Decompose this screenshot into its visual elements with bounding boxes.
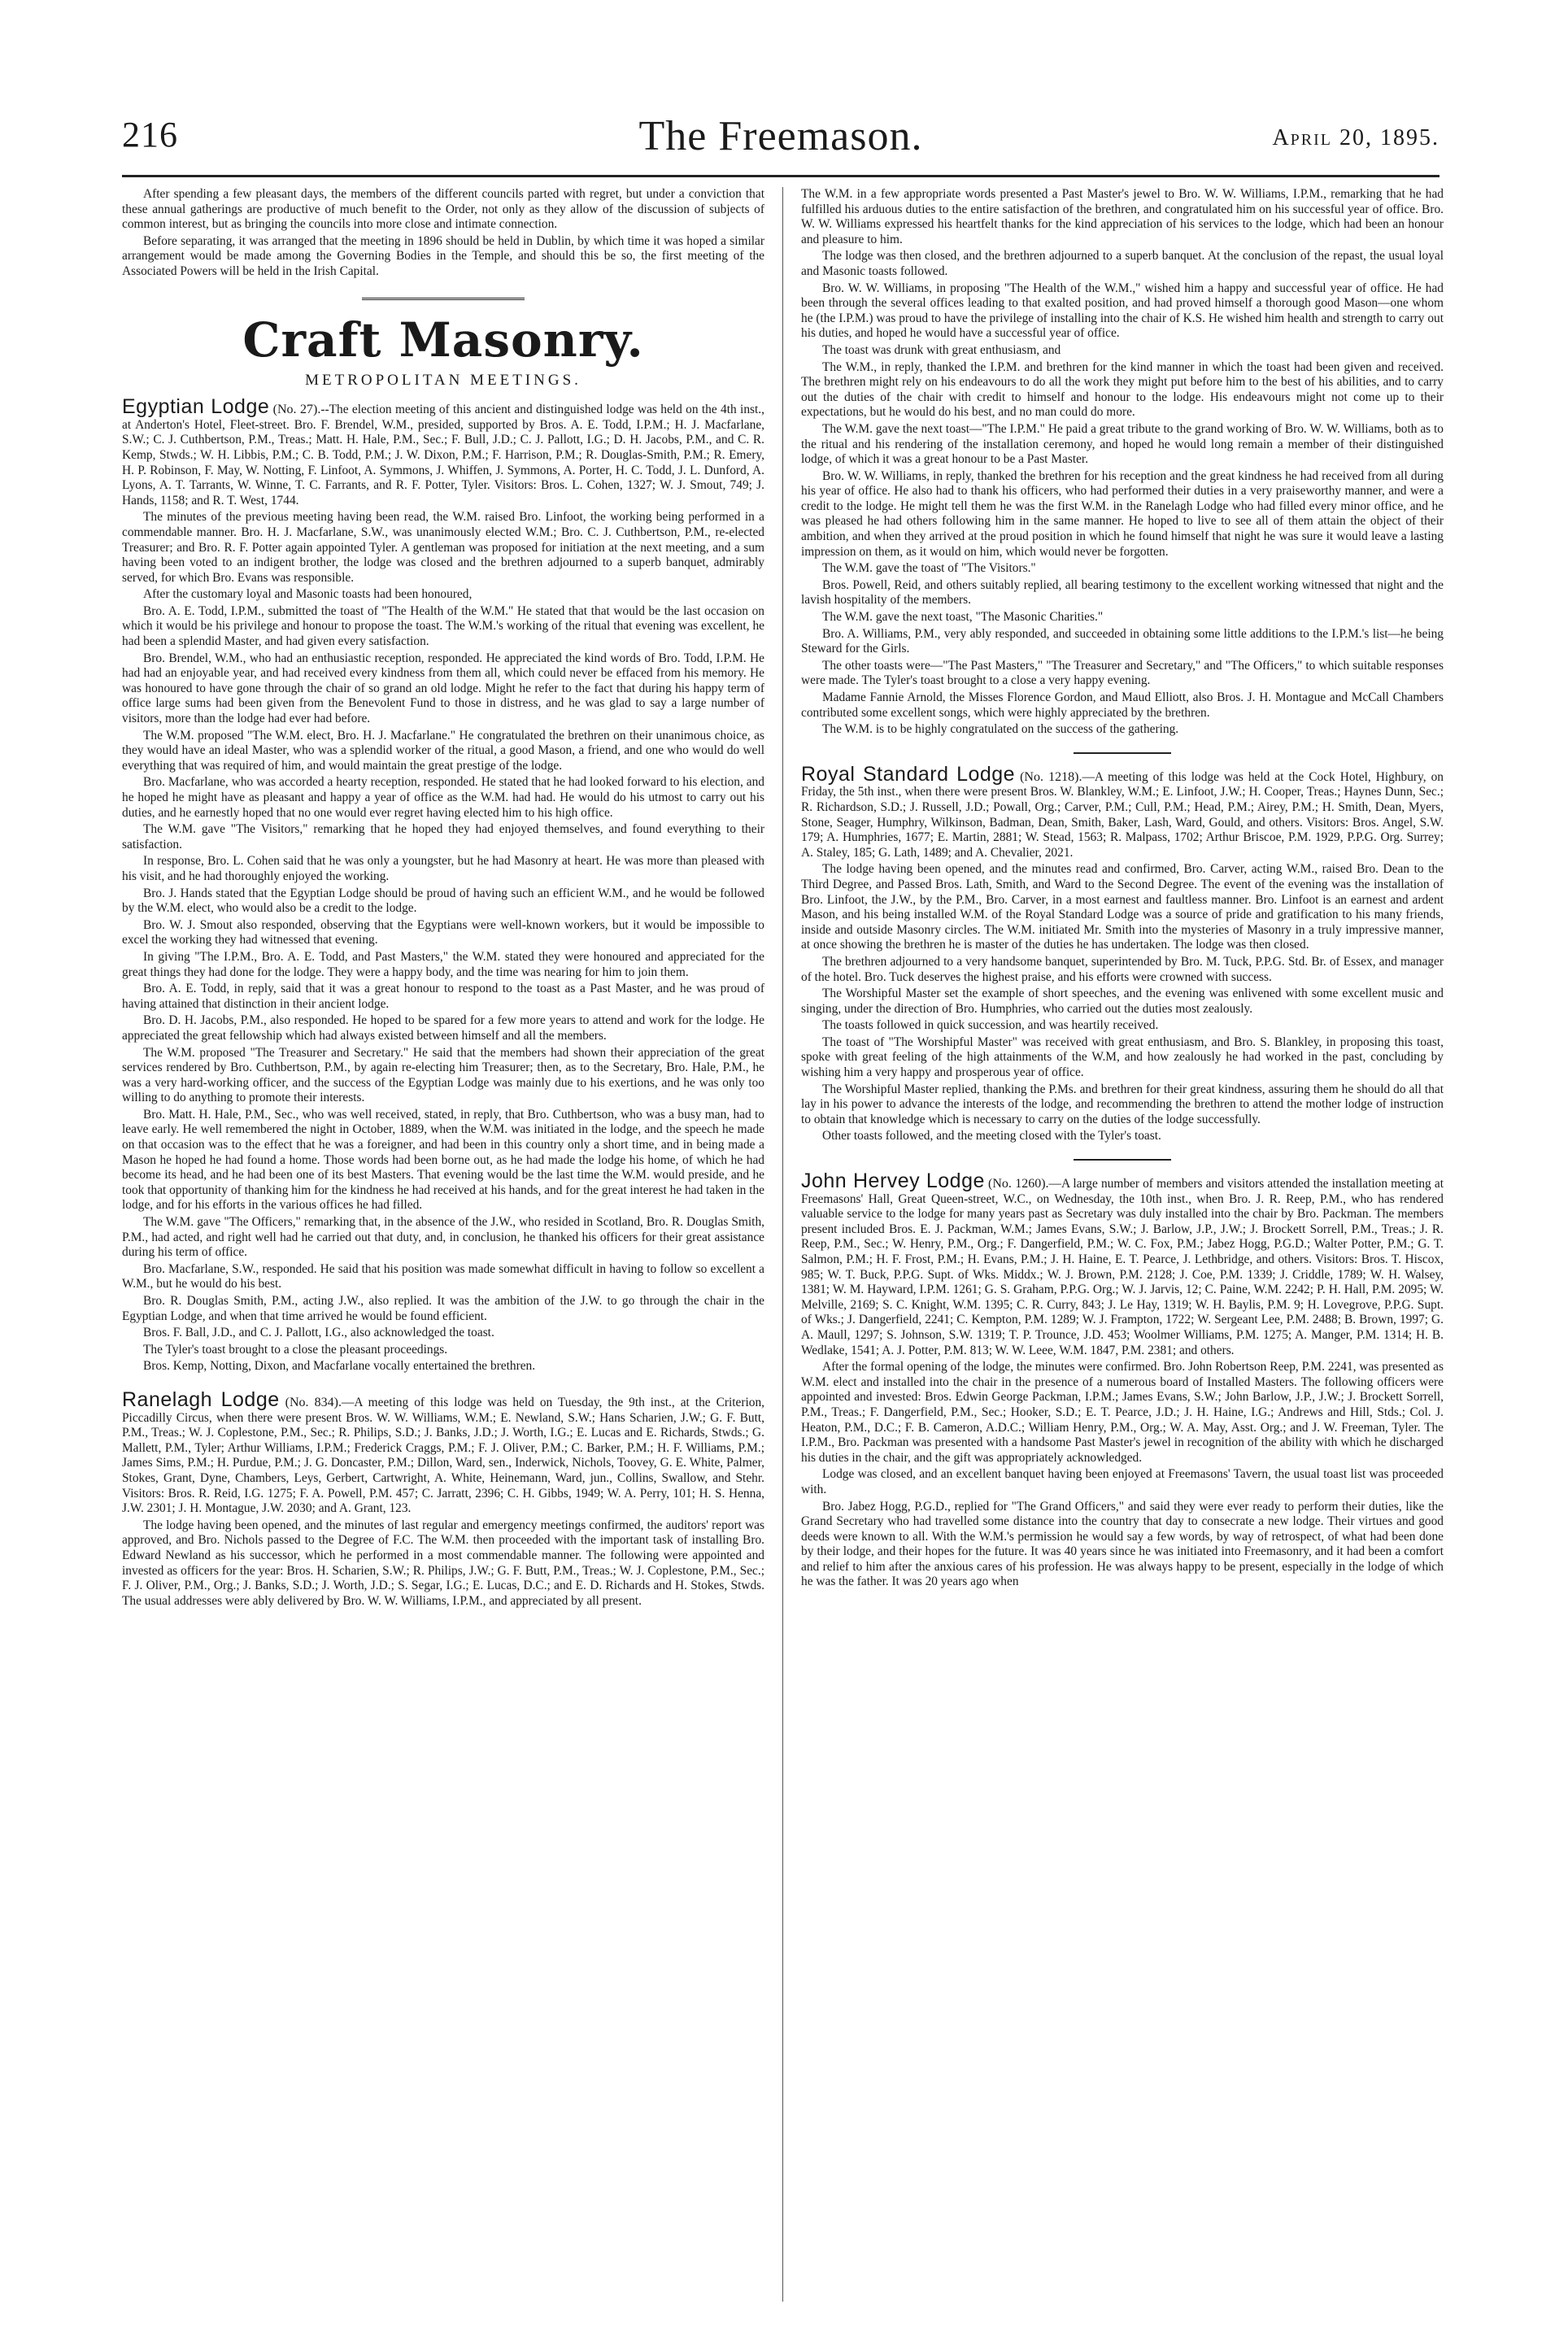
report-paragraph: —A meeting of this lodge was held at the Cock Hotel, Highbury, on Friday, the 5th inst., when there were present Bros. W. Blankley, W.M.; E. Linfoot, J.W.; H. Cooper, Treas.; Haynes Dunn, Sec.; R. Richardson, S.D.; J. Russell, J.D.; Powall, Org.; Carver, P.M.; Cull, P.M.; Head, P.M.; Airey, P.M.; H. Smith, Dean, Myers, Stone, Seager, Humphry, Wilkinson, Badman, Dean, Smith, Baker, Lash, Ward, Gould, and others. Visitors: Bros. Angel, S.W. 179; A. Humphries, 1677; E. Martin, 2881; W. Stead, 1563; R. Malpass, 1702; Arthur Briscoe, P.M. 1929, P.P.G. Org. Surrey; A. Staley, 185; G. Lath, 1489; and A. Chevalier, 2021. [801,769,1444,860]
column-divider [782,187,783,2302]
report-paragraph: The toast was drunk with great enthusiasm, and [822,342,1061,357]
publication-title: The Freemason. [638,113,923,159]
report-paragraph: The brethren adjourned to a very handsome banquet, superintended by Bro. M. Tuck, P.P.G. Std. Br. of Essex, and manager of the hotel. Bro. Tuck deserves the highest praise, and his efforts were crowned with success. [801,954,1444,984]
report-paragraph: Bros. F. Ball, J.D., and C. J. Pallott, I.G., also acknowledged the toast. [143,1326,494,1340]
left-column [122,187,764,2302]
report-paragraph: Bros. Powell, Reid, and others suitably replied, all bearing testimony to the excellent working witnessed that night and the lavish hospitality of the members. [801,577,1444,608]
report-paragraph: Bro. Brendel, W.M., who had an enthusiastic reception, responded. He appreciated the kind words of Bro. Todd, I.P.M. He had had an enjoyable year, and had received every kindness from them all, which could never be effaced from his memory. He was honoured to have gone through the chair of so grand an old lodge. Might he refer to the fact that during his happy term of office large sums had been given from the Benevolent Fund to those in distress, and he was glad to say a large number of visitors, more than the lodge had ever had before. [122,651,764,726]
lodge-number: (No. 1260). [988,1177,1049,1191]
intro-paragraph: Before separating, it was arranged that the meeting in 1896 should be held in Dublin, by which time it was hoped a similar arrangement would be made among the Governing Bodies in the Temple, and should this be so, the first meeting of the Associated Powers will be held in the Irish Capital. [122,233,764,278]
report-paragraph: The W.M. is to be highly congratulated on the success of the gathering. [822,722,1179,737]
report-paragraph: The Worshipful Master set the example of short speeches, and the evening was enlivened with some excellent music and singing, under the direction of Bro. Humphries, who carried out the duties most zealously. [801,987,1444,1016]
section-rule [362,298,525,300]
right-column [801,187,1444,2302]
article-rule [1074,1159,1171,1161]
report-paragraph: The W.M. gave the next toast—"The I.P.M." He paid a great tribute to the grand working of Bro. W. W. Williams, both as to the ritual and his rendering of the installation ceremony, and hoped he would long remain a member of their distinguished lodge, of which it was a great honour to be a Past Master. [801,421,1444,467]
report-paragraph: The toasts followed in quick succession, and was heartily received. [822,1018,1159,1033]
report-paragraph: Lodge was closed, and an excellent banquet having been enjoyed at Freemasons' Tavern, the usual toast list was proceeded with. [801,1467,1444,1496]
header-rule [122,175,1440,177]
report-paragraph: The W.M. proposed "The Treasurer and Secretary." He said that the members had shown their appreciation of the great services rendered by Bro. Cuthbertson, P.M., by again re-electing him Treasurer; then, as to the Secretary, Bro. Hale, P.M., he was a very hard-working officer, and the success of the Egyptian Lodge was mainly due to his exertions, and he was only too willing to do anything to promote their interests. [122,1045,764,1105]
report-paragraph: The Worshipful Master replied, thanking the P.Ms. and brethren for their great kindness, assuring them he should do all that lay in his power to advance the interests of the lodge, and recommending the brethren to attend the mother lodge of instruction to obtain that knowledge which is necessary to carry on the duties of the lodge successfully. [801,1082,1444,1126]
report-paragraph: The W.M. gave "The Visitors," remarking that he hoped they had enjoyed themselves, and found everything to their satisfaction. [122,822,764,852]
report-paragraph: After the customary loyal and Masonic toasts had been honoured, [143,587,473,602]
report-paragraph: The toast of "The Worshipful Master" was received with great enthusiasm, and Bro. S. Blankley, in proposing this toast, spoke with great feeling of the high attainments of the W.M, and how zealously he had worked in the past, concluding by wishing him a very happy and prosperous year of office. [801,1035,1444,1080]
lodge-report-ranelagh [122,1387,764,1517]
report-paragraph: Bro. W. J. Smout also responded, observing that the Egyptians were well-known workers, but it would be impossible to excel the working they had witnessed that evening. [122,917,764,947]
report-paragraph: The W.M., in reply, thanked the I.P.M. and brethren for the kind manner in which the toast had been given and received. The brethren might rely on his endeavours to do all the work they might put before him to the best of his abilities, and to carry out the duties of the chair with credit to himself and honour to the lodge. His endeavours might not come up to their expectations, but he would do his best, and no man could do more. [801,359,1444,420]
report-paragraph: Bro. A. Williams, P.M., very ably responded, and succeeded in obtaining some little additions to the I.P.M.'s list—he being Steward for the Girls. [801,626,1444,656]
report-paragraph: Madame Fannie Arnold, the Misses Florence Gordon, and Maud Elliott, also Bros. J. H. Montague and McCall Chambers contributed some excellent songs, which were highly appreciated by the brethren. [801,690,1444,720]
report-paragraph: The lodge having been opened, and the minutes read and confirmed, Bro. Carver, acting W.M., raised Bro. Dean to the Third Degree, and Passed Bros. Lath, Smith, and Ward to the Second Degree. The event of the evening was the installation of Bro. Linfoot, the J.W., by the P.M., Bro. Carver, in a most earnest and faultless manner. Bro. Linfoot is an earnest and ardent Mason, and his being installed W.M. of the Royal Standard Lodge was a source of pride and gratification to his many friends, inside and outside Masonry circles. The W.M. initiated Mr. Smith into the mysteries of Masonry in a truly impressive manner, at once showing the brethren he is master of the duties he has undertaken. The lodge was then closed. [801,862,1444,952]
report-paragraph: The W.M. proposed "The W.M. elect, Bro. H. J. Macfarlane." He congratulated the brethren on their unanimous choice, as they would have an ideal Master, who was a splendid worker of the ritual, a good Mason, a friend, and one who would do well everything that was required of him, and would maintain the great prestige of the lodge. [122,728,764,773]
report-paragraph: The lodge having been opened, and the minutes of last regular and emergency meetings confirmed, the auditors' report was approved, and Bro. Nichols passed to the Degree of F.C. The W.M. then proceeded with the important task of installing Bro. Edward Newland as his successor, which he performed in a most commendable manner. The following were appointed and invested as officers for the year: Bros. H. Scharien, S.W.; R. Philips, J.W.; G. F. Butt, P.M., Treas.; W. J. Coplestone, P.M., Sec.; F. J. Oliver, P.M., Org.; J. Banks, S.D.; J. Worth, J.D.; S. Segar, I.G.; E. Lucas, D.C.; and E. D. Richards and H. Stokes, Stwds. The usual addresses were ably delivered by Bro. W. W. Williams, I.P.M., and appreciated by all present. [122,1518,764,1608]
article-rule [1074,752,1171,754]
report-paragraph: In giving "The I.P.M., Bro. A. E. Todd, and Past Masters," the W.M. stated they were honoured and appreciated for the great things they had done for the lodge. They were a happy body, and the time was nearing for him to join them. [122,949,764,979]
section-subtitle: METROPOLITAN MEETINGS. [305,371,581,389]
report-paragraph: Bro. Macfarlane, who was accorded a hearty reception, responded. He stated that he had looked forward to his election, and he hoped he might have as pleasant and happy a year of office as the W.M. had had. He would do his utmost to carry out his duties, and he earnestly hoped that no one would ever regret having elected him to his high office. [122,775,764,820]
report-paragraph: The W.M. in a few appropriate words presented a Past Master's jewel to Bro. W. W. Williams, I.P.M., remarking that he had fulfilled his arduous duties to the entire satisfaction of the brethren, and congratulated him on his successful year of office. Bro. W. W. Williams expressed his heartfelt thanks for the kind appreciation of his services to the lodge, which had been an honour and pleasure to him. [801,187,1444,246]
lodge-number: (No. 27). [272,403,321,417]
lodge-report-royal-standard [801,762,1444,861]
report-paragraph: The lodge was then closed, and the brethren adjourned to a superb banquet. At the conclusion of the repast, the usual loyal and Masonic toasts followed. [801,249,1444,278]
report-paragraph: Bro. A. E. Todd, I.P.M., submitted the toast of "The Health of the W.M." He stated that that would be the last occasion on which it would be his privilege and honour to propose the toast. The W.M.'s working of the ritual that evening was excellent, he had been a splendid Master, and had given every satisfaction. [122,603,764,649]
issue-date: April 20, 1895. [1272,125,1440,150]
lodge-report-egyptian [122,395,764,508]
report-paragraph: —A large number of members and visitors attended the installation meeting at Freemasons' Hall, Great Queen-street, W.C., on Wednesday, the 10th inst., when Bro. J. R. Reep, P.M., who has rendered valuable service to the lodge for many years past as Secretary was duly installed into the chair by Bro. Packman. The members present included Bros. E. J. Packman, W.M.; James Evans, S.W.; J. Barlow, J.P., J.W.; J. Brockett Sorrell, P.M., Treas.; J. R. Reep, P.M., Sec.; W. Henry, P.M., Org.; F. Dangerfield, P.M.; W. C. Fox, P.M.; Jabez Hogg, P.G.D.; Walter Potter, P.M.; G. T. Salmon, P.M.; H. F. Frost, P.M.; H. Evans, P.M.; J. H. Haine, E. T. Pearce, J. Lethbridge, and others. Visitors: Bros. T. Hiscox, 985; W. T. Buck, P.P.G. Supt. of Wks. Middx.; W. J. Brown, P.M. 2128; J. Coe, P.M. 1339; J. Criddle, 1789; W. H. Walsey, 1381; W. M. Hayward, I.P.M. 1261; G. S. Graham, P.P.G. Org.; W. J. Jarvis, 12; C. Paine, W.M. 2242; P. H. Hall, P.M. 2095; W. Melville, 2169; S. C. Knight, W.M. 1395; C. R. Curry, 843; J. Le Hay, 1319; W. H. Baylis, P.M. 9; H. Lovegrove, P.P.G. Supt. of Wks.; J. Dangerfield, 2241; C. Kempton, P.M. 1289; W. J. Frampton, 1722; W. Sergeant Lee, P.M. 2488; B. Brown, 1997; G. A. Maull, 1297; S. Johnson, S.W. 1319; T. P. Trounce, J.D. 453; Woolmer Williams, P.M. 1275; A. Manger, P.M. 1314; H. B. Wedlake, 1541; A. J. Potter, P.M. 813; W. W. Leee, W.M. 1847, P.M. 2381; and others. [801,1177,1444,1357]
report-paragraph: The W.M. gave "The Officers," remarking that, in the absence of the J.W., who resided in Scotland, Bro. R. Douglas Smith, P.M., had acted, and right well had he carried out that duty, and, in conclusion, he thanked his officers for their great assistance during his term of office. [122,1215,764,1260]
lodge-number: (No. 1218). [1020,769,1082,784]
lodge-title: Ranelagh Lodge [122,1387,280,1411]
report-paragraph: Other toasts followed, and the meeting closed with the Tyler's toast. [822,1129,1161,1143]
report-paragraph: Bro. Matt. H. Hale, P.M., Sec., who was well received, stated, in reply, that Bro. Cuthbertson, who was a busy man, had to leave early. He well remembered the night in October, 1889, when the W.M. was initiated in the lodge, and the speech he made on that occasion was to the effect that he was a foreigner, and had been in this country only a short time, and in being made a Mason he hoped he had found a home. Those words had been borne out, as he had made the lodge his home, of which he had become its head, and he had been one of its best Masters. That evening would be the last time the W.M. would preside, and he took that opportunity of thanking him for the kindness he had received at his hands, and for the great interest he had taken in the lodge, and for his efforts in the various offices he had filled. [122,1107,764,1213]
intro-paragraph: After spending a few pleasant days, the members of the different councils parted with regret, but under a conviction that these annual gatherings are productive of much benefit to the Order, not only as they allow of the discussion of subjects of common interest, but as bringing the councils into more close and intimate connection. [122,187,764,232]
lodge-title: Royal Standard Lodge [801,762,1016,786]
page-number: 216 [122,115,178,155]
section-title: Craft Masonry. [242,311,644,368]
report-paragraph: The W.M. gave the next toast, "The Masonic Charities." [822,610,1104,625]
lodge-title: John Hervey Lodge [801,1170,985,1193]
report-paragraph: Bro. W. W. Williams, in reply, thanked the brethren for his reception and the great kindness he had received from all during his year of office. He also had to thank his officers, who had performed their duties in a very praiseworthy manner, and were a credit to the lodge. He might tell them he was the first W.M. in the Ranelagh Lodge who had filled every minor office, and he was pleased he had others following him in the same manner. He hoped to live to see all of them attain the object of their ambition, and when they arrived at the proud position in which he found himself that night he was sure it would leave a lasting impression on them, as it would on him, which would never be forgotten. [801,468,1444,559]
lodge-title: Egyptian Lodge [122,395,270,419]
report-paragraph: The minutes of the previous meeting having been read, the W.M. raised Bro. Linfoot, the working being performed in a commendable manner. Bro. H. J. Macfarlane, S.W., was unanimously elected W.M.; Bro. C. J. Cuthbertson, P.M., re-elected Treasurer; and Bro. R. F. Potter again appointed Tyler. A gentleman was proposed for initiation at the next meeting, and a sum having been voted to an indigent brother, the lodge was closed and the brethren adjourned to a superb banquet, admirably served, for which Bro. Evans was responsible. [122,510,764,585]
lodge-report-john-hervey [801,1170,1444,1358]
report-paragraph: Bro. Macfarlane, S.W., responded. He said that his position was made somewhat difficult in having to follow so excellent a W.M., but he would do his best. [122,1261,764,1291]
report-paragraph: —A meeting of this lodge was held on Tuesday, the 9th inst., at the Criterion, Piccadilly Circus, when there were present Bros. W. W. Williams, W.M.; E. Newland, S.W.; Hans Scharien, J.W.; G. F. Butt, P.M., Treas.; W. J. Coplestone, P.M., Sec.; R. Philips, S.D.; J. Banks, J.D.; J. Worth, I.G.; E. Lucas and E. Richards, Stwds.; G. Mallett, P.M., Tyler; Arthur Williams, I.P.M.; Frederick Craggs, P.M.; F. J. Oliver, P.M.; C. Barker, P.M.; H. F. Williams, P.M.; James Sims, P.M.; H. Purdue, P.M.; J. G. Doncaster, P.M.; Dillon, Ward, sen., Inderwick, Nichols, Toovey, G. E. White, Palmer, Stokes, Grant, Dyne, Chambers, Leys, Gerbert, Cartwright, A. White, Heinemann, Ward, jun., Collins, Swallow, and Stehr. Visitors: Bros. R. Reid, I.G. 1275; F. A. Powell, P.M. 457; C. Jarratt, 2396; C. H. Gibbs, 1949; W. A. Perry, 101; H. S. Henna, J.W. 2301; J. H. Montague, J.W. 2030; and A. Grant, 123. [122,1395,764,1516]
report-paragraph: In response, Bro. L. Cohen said that he was only a youngster, but he had Masonry at heart. He was more than pleased with his visit, and he had thoroughly enjoyed the working. [122,854,764,883]
report-paragraph: The Tyler's toast brought to a close the pleasant proceedings. [143,1342,448,1357]
report-paragraph: Bros. Kemp, Notting, Dixon, and Macfarlane vocally entertained the brethren. [143,1359,536,1374]
report-paragraph: Bro. Jabez Hogg, P.G.D., replied for "The Grand Officers," and said they were ever ready to perform their duties, like the Grand Secretary who had travelled some distance into the country that day to consecrate a new lodge. Their virtues and good deeds were known to all. With the W.M.'s permission he would say a few words, by way of retrospect, of what had been done by their lodge, and their hopes for the future. It was 40 years since he was initiated into Freemasonry, and it had been a comfort and relief to him after the anxious cares of his profession. He was always happy to be present, especially in the lodge of which he was the father. It was 20 years ago when [801,1499,1444,1589]
report-paragraph: Bro. J. Hands stated that the Egyptian Lodge should be proud of having such an efficient W.M., and he would be followed by the W.M. elect, who would also be a credit to the lodge. [122,886,764,916]
lodge-number: (No. 834). [285,1395,342,1409]
report-paragraph: After the formal opening of the lodge, the minutes were confirmed. Bro. John Robertson Reep, P.M. 2241, was presented as W.M. elect and installed into the chair in the presence of a numerous board of Installed Masters. The following officers were appointed and invested: Bros. Edwin George Packman, I.P.M.; James Evans, S.W.; John Barlow, J.P., J.W.; J. Brockett Sorrell, P.M., Treas.; F. Dangerfield, P.M., Sec.; Hooker, S.D.; E. T. Pearce, J.D.; J. H. Haine, I.G.; Andrews and Hill, Stds.; Col. J. Heaton, P.M., D.C.; F. B. Cameron, A.D.C.; William Henry, P.M., Org.; W. A. May, Asst. Org.; and J. W. Freeman, Tyler. The I.P.M., Bro. Packman was presented with a handsome Past Master's jewel in recognition of the ability with which he discharged his duties in the chair, and the gift was appropriately acknowledged. [801,1360,1444,1465]
report-paragraph: Bro. A. E. Todd, in reply, said that it was a great honour to respond to the toast as a Past Master, and he was proud of having attained that distinction in their ancient lodge. [122,982,764,1011]
report-paragraph: The other toasts were—"The Past Masters," "The Treasurer and Secretary," and "The Officers," to which suitable responses were made. The Tyler's toast brought to a close a very happy evening. [801,658,1444,688]
report-paragraph: The W.M. gave the toast of "The Visitors." [822,561,1036,576]
report-paragraph: Bro. W. W. Williams, in proposing "The Health of the W.M.," wished him a happy and successful year of office. He had been through the several offices leading to that exalted position, and had proved himself a thorough good Mason—one whom he (the I.P.M.) was proud to have the privilege of installing into the chair of K.S. He wished him health and strength to carry out his duties, and hoped he would have a successful year of office. [801,281,1444,341]
report-paragraph: --The election meeting of this ancient and distinguished lodge was held on the 4th inst., at Anderton's Hotel, Fleet-street. Bro. F. Brendel, W.M., presided, supported by Bros. A. E. Todd, I.P.M.; H. J. Macfarlane, S.W.; C. J. Cuthbertson, P.M., Treas.; Matt. H. Hale, P.M., Sec.; F. Bull, J.D.; C. J. Pallott, I.G.; D. H. Jacobs, P.M., and C. R. Kemp, Stwds.; W. H. Libbis, P.M.; C. B. Todd, P.M.; J. W. Dixon, P.M.; F. Harrison, P.M.; R. Douglas-Smith, P.M.; R. Emery, H. P. Robinson, F. May, W. Notting, F. Linfoot, A. Symmons, J. Whiffen, J. Symmons, A. Porter, H. C. Todd, J. L. Dunford, A. Lyons, A. T. Tarrants, W. Winne, T. C. Farrants, and R. F. Potter, Tyler. Visitors: Bros. L. Cohen, 1327; W. J. Smout, 749; J. Hands, 1158; and R. T. West, 1744. [122,403,764,507]
masthead [122,114,1440,171]
report-paragraph: Bro. D. H. Jacobs, P.M., also responded. He hoped to be spared for a few more years to attend and work for the lodge. He appreciated the great fellowship which had always existed between himself and all the members. [122,1013,764,1043]
report-paragraph: Bro. R. Douglas Smith, P.M., acting J.W., also replied. It was the ambition of the J.W. to go through the chair in the Egyptian Lodge, and when that time arrived he would be found efficient. [122,1294,764,1323]
